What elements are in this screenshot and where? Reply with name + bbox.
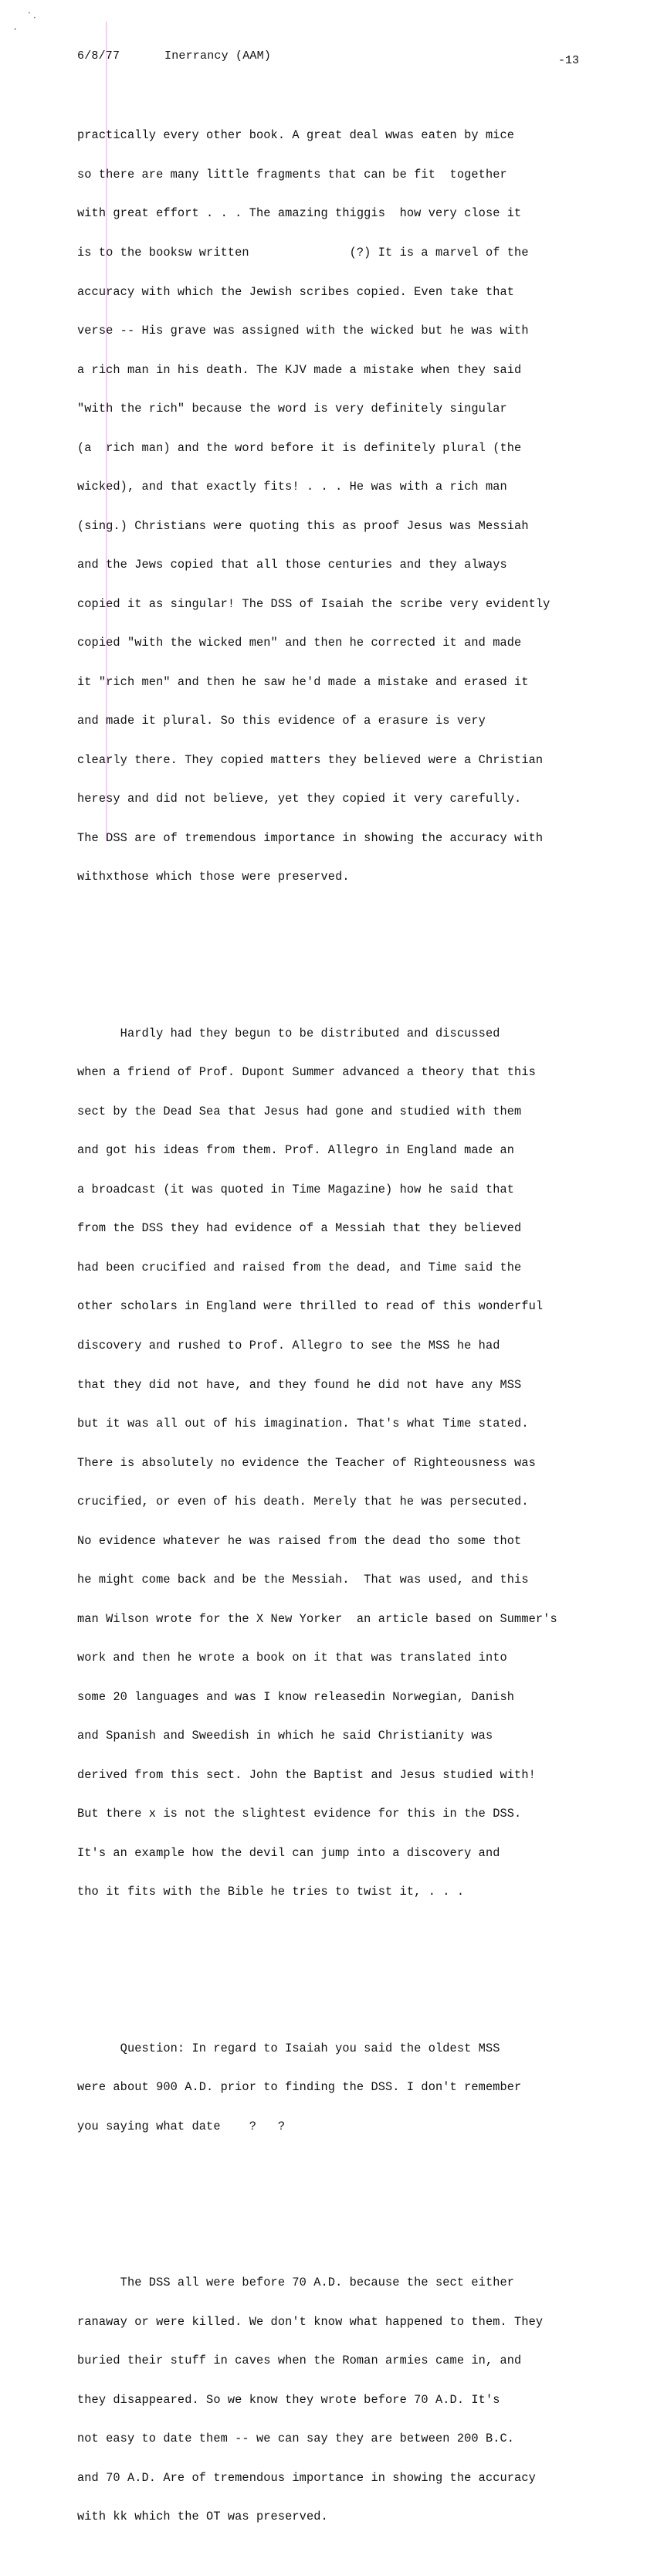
text-line: had been crucified and raised from the dead, and Time said the (77, 1260, 522, 1274)
text-line: (sing.) Christians were quoting this as proof Jesus was Messiah (77, 518, 529, 533)
paragraph-1 (77, 104, 618, 910)
paragraph-3-question (77, 2016, 618, 2159)
ink-speck: ‧ (28, 8, 31, 19)
text-line: But there x is not the slightest evidence for this in the DSS. (77, 1807, 522, 1821)
text-line: not easy to date them -- we can say they are between 200 B.C. (77, 2432, 515, 2446)
page-number: -13 (557, 54, 579, 67)
page-header (77, 49, 579, 68)
paragraph-gap (77, 2198, 618, 2211)
text-line: and 70 A.D. Are of tremendous importance in showing the accuracy (77, 2470, 536, 2485)
text-line: and got his ideas from them. Prof. Allegro in England made an (77, 1143, 515, 1158)
text-line: that they did not have, and they found he did not have any MSS (77, 1377, 522, 1392)
document-body (77, 77, 618, 2575)
text-line: man Wilson wrote for the X New Yorker an article based on Summer's (77, 1611, 557, 1626)
header-date: 6/8/77 (77, 49, 120, 63)
text-line: buried their stuff in caves when the Roman armies came in, and (77, 2354, 522, 2368)
text-line: a rich man in his death. The KJV made a mistake when they said (77, 362, 522, 377)
text-line: copied "with the wicked men" and then he corrected it and made (77, 636, 522, 650)
text-line: you saying what date ? ? (77, 2119, 286, 2133)
text-line: ranaway or were killed. We don't know what happened to them. They (77, 2314, 544, 2329)
text-line: tho it fits with the Bible he tries to twist it, . . . (77, 1885, 465, 1899)
paragraph-gap (77, 949, 618, 962)
ink-speck: ‧ (33, 13, 36, 24)
text-line: accuracy with which the Jewish scribes copied. Even take that (77, 284, 515, 299)
text-line: (a rich man) and the word before it is definitely plural (the (77, 440, 522, 455)
text-line: some 20 languages and was I know releasedin Norwegian, Danish (77, 1689, 515, 1704)
text-line: The DSS all were before 70 A.D. because the sect either (77, 2276, 515, 2290)
text-line: clearly there. They copied matters they believed were a Christian (77, 752, 544, 767)
text-line: Hardly had they begun to be distributed and discussed (77, 1026, 500, 1040)
text-line: he might come back and be the Messiah. That was used, and this (77, 1573, 529, 1587)
text-line: were about 900 A.D. prior to finding the DSS. I don't remember (77, 2080, 522, 2095)
text-line: wicked), and that exactly fits! . . . He was with a rich man (77, 480, 507, 494)
paragraph-gap (77, 1964, 618, 1977)
text-line: copied it as singular! The DSS of Isaiah the scribe very evidently (77, 596, 550, 611)
text-line: The DSS are of tremendous importance in showing the accuracy with (77, 830, 544, 845)
text-line: derived from this sect. John the Baptist and Jesus studied with! (77, 1767, 536, 1782)
text-line: crucified, or even of his death. Merely that he was persecuted. (77, 1495, 529, 1509)
text-line: other scholars in England were thrilled to read of this wonderful (77, 1299, 544, 1314)
ink-speck: · (12, 24, 19, 35)
text-line: so there are many little fragments that can be fit together (77, 167, 507, 182)
text-line: work and then he wrote a book on it that was translated into (77, 1651, 507, 1665)
text-line: discovery and rushed to Prof. Allegro to see the MSS he had (77, 1339, 500, 1352)
text-line: when a friend of Prof. Dupont Summer advanced a theory that this (77, 1065, 536, 1080)
paragraph-2 (77, 1001, 618, 1925)
text-line: it "rich men" and then he saw he'd made a mistake and erased it (77, 674, 529, 689)
text-line: is to the booksw written (?) It is a marvel of the (77, 245, 529, 260)
text-line: verse -- His grave was assigned with the wicked but he was with (77, 324, 529, 338)
text-line: Question: In regard to Isaiah you said the oldest MSS (77, 2041, 500, 2055)
text-line: withxthose which those were preserved. (77, 870, 350, 884)
text-line: "with the rich" because the word is very definitely singular (77, 402, 507, 416)
text-line: and Spanish and Sweedish in which he said Christianity was (77, 1729, 493, 1743)
text-line: they disappeared. So we know they wrote before 70 A.D. It's (77, 2392, 500, 2407)
paragraph-4-answer (77, 2250, 618, 2549)
text-line: sect by the Dead Sea that Jesus had gone and studied with them (77, 1104, 522, 1118)
text-line: practically every other book. A great deal wwas eaten by mice (77, 128, 515, 143)
text-line: a broadcast (it was quoted in Time Magazine) how he said that (77, 1182, 515, 1196)
text-line: and the Jews copied that all those centuries and they always (77, 558, 507, 572)
text-line: from the DSS they had evidence of a Messiah that they believed (77, 1221, 522, 1236)
header-title: Inerrancy (AAM) (164, 49, 272, 63)
text-line: No evidence whatever he was raised from the dead tho some thot (77, 1533, 522, 1548)
text-line: There is absolutely no evidence the Teacher of Righteousness was (77, 1455, 536, 1470)
text-line: but it was all out of his imagination. That's what Time stated. (77, 1417, 529, 1431)
text-line: heresy and did not believe, yet they copied it very carefully. (77, 792, 522, 806)
text-line: and made it plural. So this evidence of a erasure is very (77, 714, 486, 728)
text-line: It's an example how the devil can jump into a discovery and (77, 1845, 500, 1860)
text-line: with kk which the OT was preserved. (77, 2510, 328, 2524)
text-line: with great effort . . . The amazing thiggis how very close it (77, 206, 522, 221)
